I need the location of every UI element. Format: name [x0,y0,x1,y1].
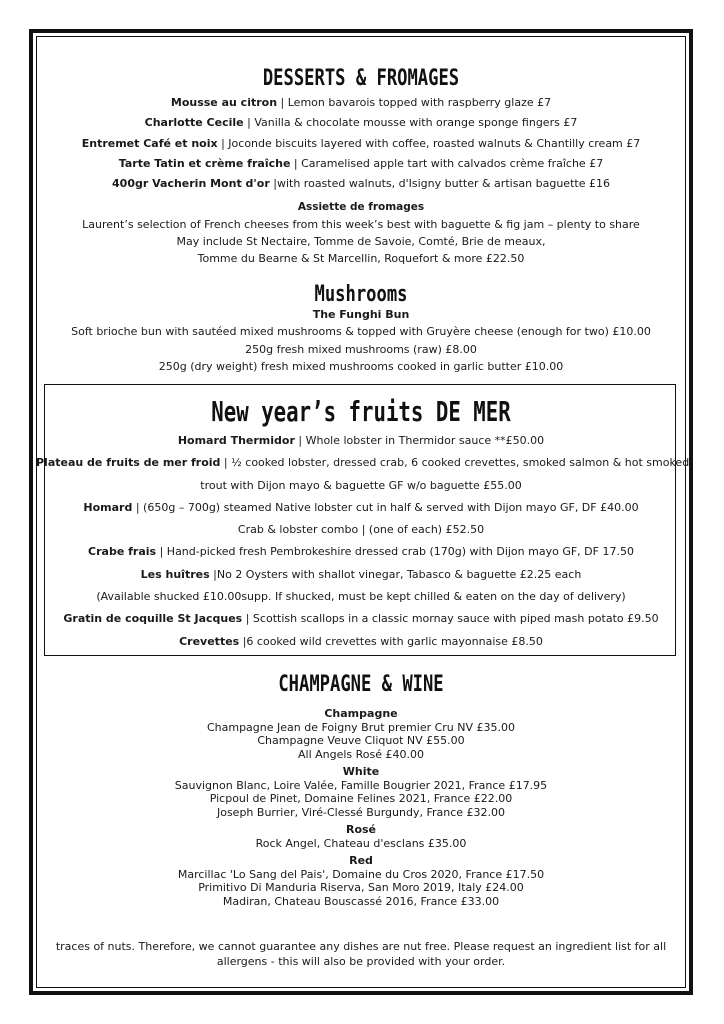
allergen-line: allergens - this will also be provided with your order. [216,954,506,968]
dessert-desc: Caramelised apple tart with calvados crème fraîche £7 [301,156,604,170]
fruits-de-mer-title: New year’s fruits DE MER [211,395,511,428]
wine-item: Rock Angel, Chateau d'esclans £35.00 [255,836,467,850]
wine-group-champagne [36,707,686,761]
dessert-item: Entremet Café et noix | Joconde biscuits layered with coffee, roasted walnuts & Chantilly cream £7 [81,136,641,150]
dessert-item: Mousse au citron | Lemon bavarois topped with raspberry glaze £7 [170,96,552,109]
wine-item: Marcillac 'Lo Sang del Pais', Domaine du Cros 2020, France £17.50 [177,867,545,881]
dessert-desc: Joconde biscuits layered with coffee, roasted walnuts & Chantilly cream £7 [228,136,641,150]
desserts-title: DESSERTS & FROMAGES [262,66,460,91]
cheese-plate-line: Laurent’s selection of French cheeses from this week’s best with baguette & fig jam – plenty to share [82,217,640,231]
mushrooms-title: Mushrooms [314,282,408,307]
dessert-item: 400gr Vacherin Mont d'or |with roasted walnuts, d'Isigny butter & artisan baguette £16 [112,177,610,191]
wine-item: Madiran, Chateau Bouscassé 2016, France £33.00 [222,894,500,908]
cheese-plate-line: May include St Nectaire, Tomme de Savoie, Comté, Brie de meaux, [176,234,546,248]
wine-item: Champagne Veuve Cliquot NV £55.00 [257,734,465,748]
fruits-de-mer-list [36,434,690,657]
seafood-item: Gratin de coquille St Jacques | Scottish scallops in a classic mornay sauce with piped mash potato £9.50 [63,612,659,626]
mushrooms-list [36,308,686,377]
wine-group-heading: Rosé [345,822,377,836]
seafood-item: Les huîtres |No 2 Oysters with shallot vinegar, Tabasco & baguette £2.25 each [140,567,582,581]
dessert-item: Charlotte Cecile | Vanilla & chocolate mousse with orange sponge fingers £7 [144,116,578,130]
wine-group-red [36,854,686,908]
wine-item: Joseph Burrier, Viré-Clessé Burgundy, France £32.00 [216,805,506,819]
wine-item: Sauvignon Blanc, Loire Valée, Famille Bougrier 2021, France £17.95 [174,778,548,792]
allergen-note [36,940,686,970]
mushroom-line: 250g (dry weight) fresh mixed mushrooms cooked in garlic butter £10.00 [158,359,564,373]
allergen-line: traces of nuts. Therefore, we cannot guarantee any dishes are nut free. Please request an ingredient list for all [55,940,667,953]
desserts-list [36,96,686,197]
dessert-name: Charlotte Cecile [144,116,244,130]
wine-group-heading: Champagne [324,707,398,720]
wine-group-heading: Red [349,854,373,868]
dessert-name: Entremet Café et noix [81,136,218,150]
wine-item: All Angels Rosé £40.00 [297,747,425,761]
dessert-name: 400gr Vacherin Mont d'or [112,177,270,191]
wine-group-heading: White [342,764,380,778]
wine-item: Picpoul de Pinet, Domaine Felines 2021, France £22.00 [209,792,513,806]
seafood-item: (Available shucked £10.00supp. If shucked, must be kept chilled & eaten on the day of delivery) [96,590,626,604]
dessert-name: Tarte Tatin et crème fraîche [118,156,291,170]
wine-group-rose [36,823,686,850]
seafood-item: Homard | (650g – 700g) steamed Native lobster cut in half & served with Dijon mayo GF, DF £40.00 [83,500,639,514]
cheese-plate-line: Tomme du Bearne & St Marcellin, Roquefort & more £22.50 [197,252,525,266]
wine-group-white [36,765,686,819]
dessert-desc: with roasted walnuts, d'Isigny butter & artisan baguette £16 [276,177,610,191]
cheese-plate-name: Assiette de fromages [297,201,425,213]
cheese-plate [36,201,686,270]
dessert-desc: Lemon bavarois topped with raspberry glaze £7 [287,96,552,109]
seafood-item: Homard Thermidor | Whole lobster in Thermidor sauce **£50.00 [177,434,545,447]
wine-title: CHAMPAGNE & WINE [278,672,444,697]
wine-list [36,703,686,912]
wine-item: Champagne Jean de Foigny Brut premier Cru NV £35.00 [206,720,516,734]
mushroom-dish-name: The Funghi Bun [312,308,410,321]
seafood-item: Plateau de fruits de mer froid | ½ cooked lobster, dressed crab, 6 cooked crevettes, smoked salmon & hot smoked [36,456,690,470]
dessert-item: Tarte Tatin et crème fraîche | Caramelised apple tart with calvados crème fraîche £7 [118,156,604,170]
seafood-item: Crabe frais | Hand-picked fresh Pembrokeshire dressed crab (170g) with Dijon mayo GF, DF 17.50 [88,545,634,559]
wine-item: Primitivo Di Manduria Riserva, San Moro 2019, Italy £24.00 [198,881,524,895]
seafood-item: trout with Dijon mayo & baguette GF w/o baguette £55.00 [200,478,522,492]
seafood-item: Crevettes |6 cooked wild crevettes with garlic mayonnaise £8.50 [179,634,543,648]
mushroom-line: Soft brioche bun with sautéed mixed mushrooms & topped with Gruyère cheese (enough for two) £10.00 [71,325,651,339]
dessert-desc: Vanilla & chocolate mousse with orange sponge fingers £7 [254,116,578,130]
mushroom-line: 250g fresh mixed mushrooms (raw) £8.00 [245,342,477,356]
dessert-name: Mousse au citron [170,96,278,109]
seafood-item: Crab & lobster combo | (one of each) £52.50 [237,523,485,537]
